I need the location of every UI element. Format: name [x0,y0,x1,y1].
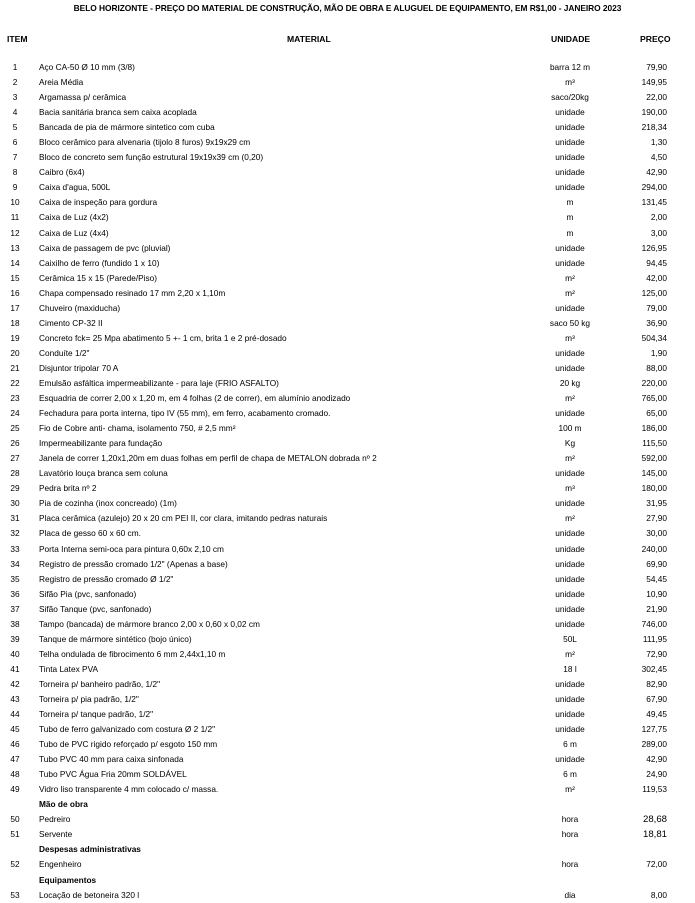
item-number: 14 [10,257,20,268]
item-number: 35 [10,573,20,584]
unit-cell: 6 m [563,739,577,750]
item-number: 49 [10,784,20,795]
price-cell: 36,90 [646,317,667,328]
table-row [0,195,695,210]
table-row [0,361,695,376]
table-row [0,226,695,241]
table-row [0,722,695,737]
item-number: 4 [12,107,18,118]
unit-cell: unidade [555,558,585,569]
table-row [0,90,695,105]
unit-cell: unidade [555,347,585,358]
price-cell: 49,45 [646,709,667,720]
header-item: ITEM [7,34,28,44]
material-description: Pedra brita nº 2 [39,483,97,494]
section-title: Despesas administrativas [39,844,141,855]
material-description: Telha ondulada de fibrocimento 6 mm 2,44x1,10 m [39,648,226,659]
table-row [0,707,695,722]
table-row [0,812,695,827]
unit-cell: 6 m [563,769,577,780]
unit-cell: unidade [555,167,585,178]
material-description: Bancada de pia de mármore sintetico com cuba [39,122,215,133]
table-row [0,511,695,526]
item-number: 47 [10,754,20,765]
unit-cell: 50L [563,633,577,644]
price-cell: 125,00 [641,287,667,298]
table-row [0,526,695,541]
material-description: Caixa de Luz (4x4) [39,227,109,238]
material-description: Placa de gesso 60 x 60 cm. [39,528,141,539]
item-number: 33 [10,543,20,554]
item-number: 23 [10,393,20,404]
material-description: Impermeabilizante para fundação [39,438,163,449]
page-title: BELO HORIZONTE - PREÇO DO MATERIAL DE CONSTRUÇÃO, MÃO DE OBRA E ALUGUEL DE EQUIPAMENTO, EM R$1,00 - JANEIRO 2023 [73,3,622,13]
item-number: 27 [10,453,20,464]
price-cell: 145,00 [641,468,667,479]
material-description: Bloco cerâmico para alvenaria (tijolo 8 furos) 9x19x29 cm [39,137,251,148]
unit-cell: unidade [555,242,585,253]
item-number: 20 [10,347,20,358]
unit-cell: unidade [555,257,585,268]
unit-cell: dia [564,889,576,900]
price-cell: 24,90 [646,769,667,780]
price-cell: 2,00 [650,212,667,223]
price-table [0,60,695,903]
material-description: Caixilho de ferro (fundido 1 x 10) [39,257,160,268]
unit-cell: saco/20kg [551,92,589,103]
price-cell: 1,90 [650,347,667,358]
item-number: 34 [10,558,20,569]
item-number: 10 [10,197,20,208]
item-number: 16 [10,287,20,298]
unit-cell: unidade [555,754,585,765]
unit-cell: unidade [555,498,585,509]
table-row [0,737,695,752]
material-description: Registro de pressão cromado Ø 1/2" [39,573,174,584]
table-row [0,150,695,165]
item-number: 30 [10,498,20,509]
price-cell: 302,45 [641,663,667,674]
section-title: Equipamentos [39,874,97,885]
section-title: Mão de obra [39,799,88,810]
table-row [0,165,695,180]
table-row [0,316,695,331]
price-cell: 3,00 [650,227,667,238]
item-number: 31 [10,513,20,524]
item-number: 6 [12,137,18,148]
item-number: 13 [10,242,20,253]
material-description: Janela de correr 1,20x1,20m em duas folhas em perfil de chapa de METALON dobrada nº 2 [39,453,377,464]
material-description: Bacia sanitária branca sem caixa acoplada [39,107,197,118]
table-row [0,542,695,557]
price-cell: 65,00 [646,408,667,419]
price-cell: 42,00 [646,272,667,283]
unit-cell: m² [565,453,575,464]
price-cell: 8,00 [650,889,667,900]
item-number: 24 [10,408,20,419]
item-number: 36 [10,588,20,599]
item-number: 17 [10,302,20,313]
price-cell: 115,50 [642,438,667,449]
material-description: Areia Média [39,77,84,88]
price-cell: 69,90 [646,558,667,569]
unit-cell: unidade [555,573,585,584]
table-row [0,857,695,872]
unit-cell: unidade [555,137,585,148]
section-header-row [0,842,695,857]
material-description: Chuveiro (maxiducha) [39,302,121,313]
material-description: Disjuntor tripolar 70 A [39,362,119,373]
unit-cell: m³ [565,483,575,494]
table-row [0,752,695,767]
material-description: Locação de betoneira 320 l [39,889,140,900]
item-number: 5 [12,122,18,133]
price-cell: 1,30 [650,137,667,148]
material-description: Concreto fck= 25 Mpa abatimento 5 +- 1 cm, brita 1 e 2 pré-dosado [39,332,287,343]
price-cell: 42,90 [646,167,667,178]
table-row [0,391,695,406]
material-description: Torneira p/ banheiro padrão, 1/2" [39,678,161,689]
table-row [0,331,695,346]
table-row [0,481,695,496]
material-description: Tinta Latex PVA [39,663,99,674]
unit-cell: unidade [555,152,585,163]
unit-cell: unidade [555,588,585,599]
price-cell: 79,00 [646,302,667,313]
table-row [0,496,695,511]
unit-cell: Kg [564,438,576,449]
table-row [0,451,695,466]
unit-cell: unidade [555,709,585,720]
item-number: 38 [10,618,20,629]
unit-cell: barra 12 m [549,62,591,72]
unit-cell: unidade [555,107,585,118]
unit-cell: unidade [555,543,585,554]
item-number: 41 [10,663,20,674]
table-row [0,105,695,120]
unit-cell: hora [561,829,579,840]
table-row [0,421,695,436]
section-header-row [0,797,695,812]
item-number: 12 [10,227,20,238]
table-row [0,647,695,662]
unit-cell: saco 50 kg [549,317,591,328]
table-row [0,677,695,692]
material-description: Torneira p/ pia padrão, 1/2" [39,693,139,704]
unit-cell: unidade [555,678,585,689]
item-number: 32 [10,528,20,539]
item-number: 2 [12,77,18,88]
price-cell: 72,00 [646,859,667,870]
item-number: 37 [10,603,20,614]
price-cell: 10,90 [646,588,667,599]
material-description: Caibro (6x4) [39,167,85,178]
price-cell: 94,45 [646,257,667,268]
table-row [0,256,695,271]
unit-cell: m² [565,272,575,283]
unit-cell: 100 m [558,423,582,434]
unit-cell: hora [561,859,579,870]
price-cell: 18,81 [642,829,667,841]
material-description: Esquadria de correr 2,00 x 1,20 m, em 4 folhas (2 de correr), em alumínio anodizado [39,393,351,404]
material-description: Caixa de Luz (4x2) [39,212,109,223]
header-material: MATERIAL [287,34,331,44]
unit-cell: m [566,227,574,238]
material-description: Torneira p/ tanque padrão, 1/2" [39,709,154,720]
unit-cell: unidade [555,468,585,479]
material-description: Tubo de PVC rigido reforçado p/ esgoto 150 mm [39,739,218,750]
table-row [0,632,695,647]
unit-cell: m [566,212,574,223]
price-cell: 186,00 [641,423,667,434]
table-row [0,827,695,842]
unit-cell: m² [565,648,575,659]
unit-cell: unidade [555,408,585,419]
table-row [0,301,695,316]
item-number: 1 [12,62,18,72]
price-cell: 30,00 [646,528,667,539]
price-cell: 88,00 [646,362,667,373]
table-row [0,692,695,707]
item-number: 45 [10,724,20,735]
table-row [0,271,695,286]
item-number: 40 [10,648,20,659]
price-cell: 4,50 [650,152,667,163]
unit-cell: m² [565,784,575,795]
material-description: Tampo (bancada) de mármore branco 2,00 x 0,60 x 0,02 cm [39,618,260,629]
item-number: 52 [10,859,20,870]
price-cell: 289,00 [641,739,667,750]
item-number: 18 [10,317,20,328]
material-description: Pia de cozinha (inox concreado) (1m) [39,498,177,509]
price-cell: 126,95 [641,242,667,253]
table-row [0,617,695,632]
price-cell: 31,95 [646,498,667,509]
table-row [0,406,695,421]
price-cell: 127,75 [641,724,667,735]
unit-cell: m² [565,393,575,404]
item-number: 19 [10,332,20,343]
material-description: Vidro liso transparente 4 mm colocado c/ massa. [39,784,219,795]
material-description: Caixa de passagem de pvc (pluvial) [39,242,171,253]
material-description: Tubo de ferro galvanizado com costura Ø 2 1/2" [39,724,216,735]
table-row [0,286,695,301]
price-cell: 149,95 [641,77,667,88]
price-cell: 119,53 [642,784,667,795]
price-cell: 504,34 [641,332,667,343]
price-cell: 190,00 [641,107,667,118]
unit-cell: unidade [555,302,585,313]
price-cell: 180,00 [641,483,667,494]
unit-cell: unidade [555,362,585,373]
table-row [0,241,695,256]
table-row [0,587,695,602]
header-unidade: UNIDADE [551,34,591,44]
item-number: 42 [10,678,20,689]
table-row [0,782,695,797]
price-cell: 240,00 [641,543,667,554]
price-cell: 111,95 [642,633,667,644]
material-description: Caixa d'agua, 500L [39,182,111,193]
item-number: 43 [10,693,20,704]
unit-cell: m³ [565,77,575,88]
item-number: 53 [10,889,20,900]
unit-cell: unidade [555,724,585,735]
price-cell: 42,90 [646,754,667,765]
table-row [0,120,695,135]
item-number: 28 [10,468,20,479]
item-number: 29 [10,483,20,494]
price-cell: 592,00 [641,453,667,464]
unit-cell: 20 kg [559,377,581,388]
item-number: 48 [10,769,20,780]
material-description: Porta Interna semi-oca para pintura 0,60x 2,10 cm [39,543,224,554]
unit-cell: unidade [555,693,585,704]
material-description: Servente [39,829,73,840]
material-description: Pedreiro [39,814,71,825]
item-number: 51 [10,829,20,840]
table-row [0,135,695,150]
item-number: 39 [10,633,20,644]
item-number: 7 [12,152,18,163]
price-cell: 28,68 [642,814,667,826]
item-number: 46 [10,739,20,750]
table-row [0,662,695,677]
unit-cell: unidade [555,603,585,614]
price-cell: 54,45 [646,573,667,584]
material-description: Caixa de inspeção para gordura [39,197,158,208]
material-description: Conduíte 1/2" [39,347,90,358]
unit-cell: m² [565,513,575,524]
material-description: Placa cerâmica (azulejo) 20 x 20 cm PEI II, cor clara, imitando pedras naturais [39,513,328,524]
item-number: 26 [10,438,20,449]
table-row [0,888,695,903]
material-description: Registro de pressão cromado 1/2" (Apenas a base) [39,558,228,569]
price-cell: 67,90 [646,693,667,704]
price-cell: 82,90 [646,678,667,689]
table-row [0,346,695,361]
unit-cell: unidade [555,528,585,539]
price-cell: 218,34 [641,122,667,133]
table-row [0,767,695,782]
price-cell: 294,00 [641,182,667,193]
item-number: 3 [12,92,18,103]
unit-cell: m³ [565,332,575,343]
material-description: Fechadura para porta interna, tipo IV (55 mm), em ferro, acabamento cromado. [39,408,331,419]
price-cell: 220,00 [641,377,667,388]
unit-cell: unidade [555,182,585,193]
material-description: Fio de Cobre anti- chama, isolamento 750, # 2,5 mm² [39,423,236,434]
item-number: 50 [10,814,20,825]
item-number: 11 [10,212,20,223]
material-description: Cerâmica 15 x 15 (Parede/Piso) [39,272,158,283]
material-description: Argamassa p/ cerâmica [39,92,127,103]
table-row [0,60,695,75]
material-description: Tanque de mármore sintético (bojo único) [39,633,192,644]
material-description: Sifão Pia (pvc, sanfonado) [39,588,137,599]
price-cell: 79,90 [646,62,667,72]
item-number: 21 [10,362,20,373]
section-header-row [0,873,695,888]
table-row [0,602,695,617]
unit-cell: m² [565,287,575,298]
material-description: Lavatório louça branca sem coluna [39,468,168,479]
material-description: Chapa compensado resinado 17 mm 2,20 x 1,10m [39,287,226,298]
material-description: Bloco de concreto sem função estrutural 19x19x39 cm (0,20) [39,152,264,163]
material-description: Sifão Tanque (pvc, sanfonado) [39,603,152,614]
price-cell: 27,90 [646,513,667,524]
table-row [0,376,695,391]
table-row [0,572,695,587]
item-number: 25 [10,423,20,434]
item-number: 9 [12,182,18,193]
material-description: Aço CA-50 Ø 10 mm (3/8) [39,62,135,72]
material-description: Tubo PVC 40 mm para caixa sinfonada [39,754,184,765]
price-cell: 746,00 [641,618,667,629]
header-preco: PREÇO [640,34,671,44]
price-cell: 21,90 [646,603,667,614]
item-number: 15 [10,272,20,283]
unit-cell: 18 l [563,663,577,674]
table-row [0,210,695,225]
material-description: Emulsão asfáltica impermeabilizante - para laje (FRIO ASFALTO) [39,377,279,388]
table-row [0,180,695,195]
unit-cell: m [566,197,574,208]
unit-cell: hora [561,814,579,825]
material-description: Cimento CP-32 II [39,317,103,328]
material-description: Engenheiro [39,859,82,870]
price-cell: 765,00 [641,393,667,404]
item-number: 22 [10,377,20,388]
table-row [0,466,695,481]
item-number: 44 [10,709,20,720]
unit-cell: unidade [555,122,585,133]
price-cell: 22,00 [646,92,667,103]
item-number: 8 [12,167,18,178]
price-cell: 131,45 [641,197,667,208]
unit-cell: unidade [555,618,585,629]
price-cell: 72,90 [646,648,667,659]
table-row [0,557,695,572]
material-description: Tubo PVC Água Fria 20mm SOLDÁVEL [39,769,187,780]
table-row [0,436,695,451]
table-row [0,75,695,90]
